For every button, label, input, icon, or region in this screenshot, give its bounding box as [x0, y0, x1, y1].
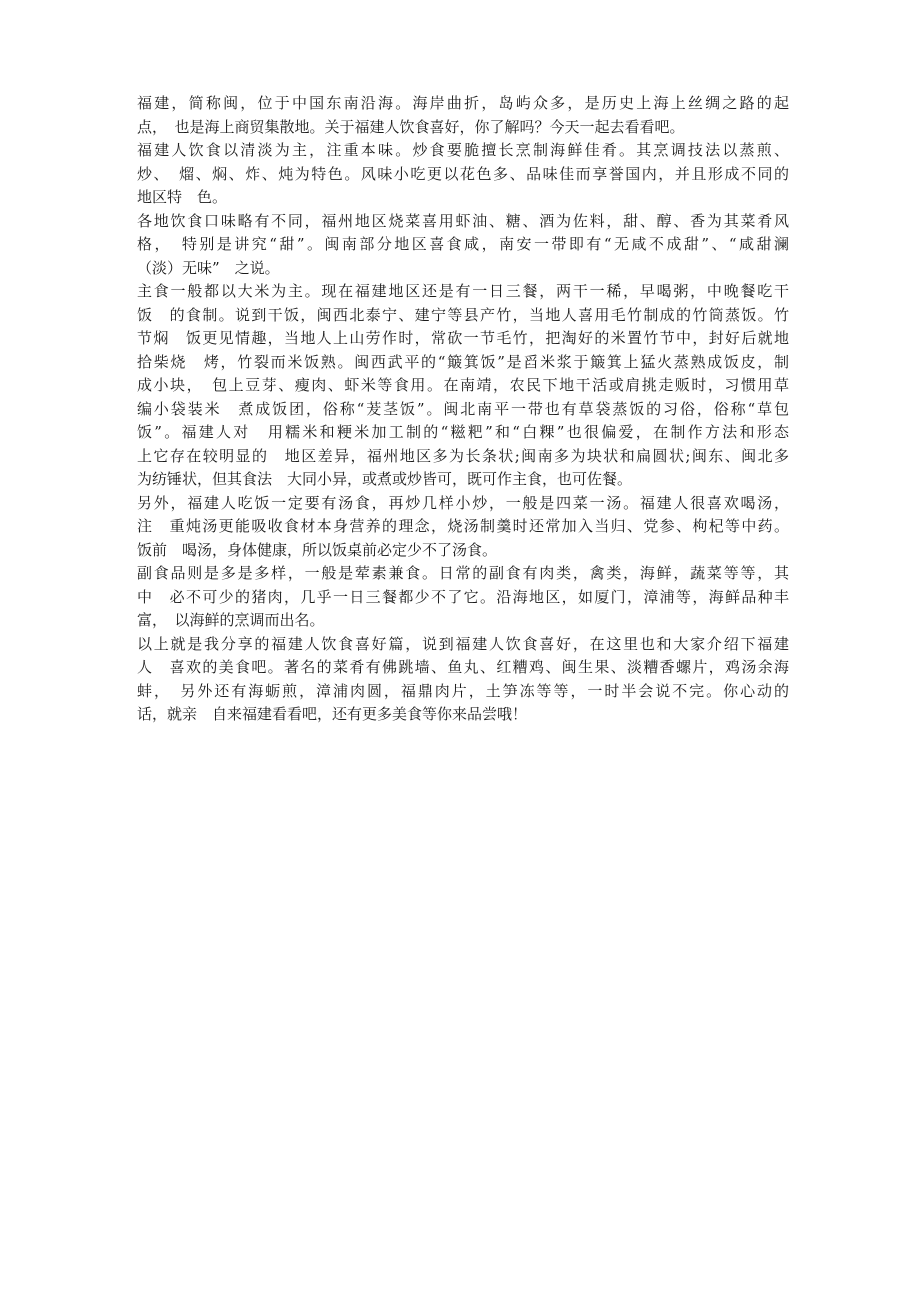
- paragraph: [137, 92, 789, 139]
- text-line: 注 重炖汤更能吸收食材本身营养的理念，烧汤制羹时还常加入当归、党参、枸杞等中药。: [137, 517, 789, 535]
- paragraph: [137, 280, 789, 492]
- text-line: 饭”。福建人对 用糯米和粳米加工制的“糍粑”和“白粿”也很偏爱，在制作方法和形态: [137, 423, 789, 441]
- text-line: 饭 的食制。说到干饭，闽西北泰宁、建宁等县产竹，当地人喜用毛竹制成的竹筒蒸饭。竹: [137, 305, 789, 324]
- text-line: 点， 也是海上商贸集散地。关于福建人饮食喜好，你了解吗？今天一起去看看吧。: [137, 117, 685, 136]
- paragraph: [137, 139, 789, 210]
- text-line: 副食品则是多是多样，一般是荤素兼食。日常的副食有肉类，禽类，海鲜，蔬菜等等，其: [137, 564, 789, 582]
- text-line: 话，就亲 自来福建看看吧，还有更多美食等你来品尝哦！: [137, 705, 528, 723]
- text-line: 编小袋装米 煮成饭团，俗称“茇茎饭”。闽北南平一带也有草袋蒸饭的习俗，俗称“草包: [137, 399, 789, 418]
- text-line: 地区特 色。: [137, 188, 228, 206]
- text-line: 福建人饮食以清淡为主，注重本味。炒食要脆擅长烹制海鲜佳肴。其烹调技法以蒸煎、: [137, 141, 789, 159]
- text-line: （淡）无味” 之说。: [137, 258, 280, 277]
- text-line: 炒、 熘、焖、炸、炖为特色。风味小吃更以花色多、品味佳而享誉国内，并且形成不同的: [137, 164, 789, 183]
- text-line: 主食一般都以大米为主。现在福建地区还是有一日三餐，两干一稀，早喝粥，中晚餐吃干: [137, 282, 789, 300]
- text-line: 拾柴烧 烤，竹裂而米饭熟。闽西武平的“簸箕饭”是舀米浆于簸箕上猛火蒸熟成饭皮，制: [137, 352, 789, 371]
- paragraph: [137, 633, 789, 727]
- text-line: 为纺锤状，但其食法 大同小异，或煮或炒皆可，既可作主食，也可佐餐。: [137, 470, 633, 488]
- text-line: 人 喜欢的美食吧。著名的菜肴有佛跳墙、鱼丸、红糟鸡、闽生果、淡糟香螺片，鸡汤余海: [137, 658, 789, 676]
- paragraph: [137, 562, 789, 633]
- text-line: 富， 以海鲜的烹调而出名。: [137, 611, 325, 629]
- paragraph: [137, 492, 789, 563]
- text-line: 福建，简称闽，位于中国东南沿海。海岸曲折，岛屿众多，是历史上海上丝绸之路的起: [137, 94, 789, 112]
- text-line: 各地饮食口味略有不同，福州地区烧菜喜用虾油、糖、酒为佐料，甜、醇、香为其菜肴风: [137, 211, 789, 230]
- text-line: 成小块， 包上豆芽、瘦肉、虾米等食用。在南靖，农民下地干活或肩挑走贩时，习惯用草: [137, 376, 789, 394]
- text-line: 蚌， 另外还有海蛎煎，漳浦肉圆，福鼎肉片，土笋冻等等，一时半会说不完。你心动的: [137, 681, 789, 700]
- text-line: 饭前 喝汤，身体健康，所以饭桌前必定少不了汤食。: [137, 540, 498, 559]
- text-line: 中 必不可少的猪肉，几乎一日三餐都少不了它。沿海地区，如厦门，漳浦等，海鲜品种丰: [137, 587, 789, 606]
- paragraph: [137, 210, 789, 281]
- text-line: 节焖 饭更见情趣，当地人上山劳作时，常砍一节毛竹，把淘好的米置竹节中，封好后就地: [137, 329, 789, 347]
- document-body: [137, 92, 789, 727]
- text-line: 格， 特别是讲究“甜”。闽南部分地区喜食咸，南安一带即有“无咸不成甜”、“咸甜澜: [137, 235, 789, 253]
- text-line: 上它存在较明显的 地区差异，福州地区多为长条状;闽南多为块状和扁圆状;闽东、闽北多: [137, 446, 789, 465]
- text-line: 以上就是我分享的福建人饮食喜好篇，说到福建人饮食喜好，在这里也和大家介绍下福建: [137, 634, 789, 653]
- text-line: 另外，福建人吃饭一定要有汤食，再炒几样小炒，一般是四菜一汤。福建人很喜欢喝汤，: [137, 493, 789, 512]
